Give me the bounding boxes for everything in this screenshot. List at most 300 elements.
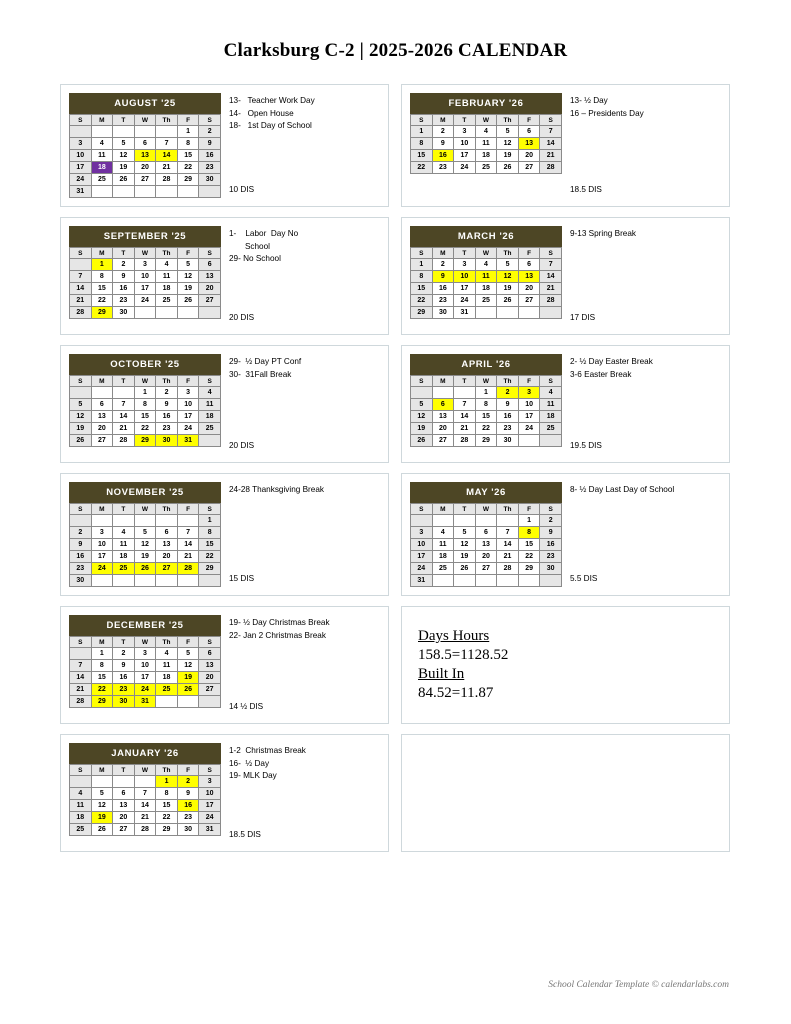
day-cell: 26	[70, 435, 92, 447]
day-cell: 20	[518, 283, 540, 295]
weekday-header: W	[134, 376, 156, 387]
note-line: 29- No School	[229, 254, 281, 263]
weekday-header: M	[91, 504, 113, 515]
day-cell: 19	[454, 551, 476, 563]
day-cell: 24	[518, 423, 540, 435]
day-cell: 14	[156, 150, 178, 162]
day-cell: 14	[113, 411, 135, 423]
day-cell: 19	[177, 283, 199, 295]
footer-credit: School Calendar Template © calendarlabs.com	[548, 980, 729, 990]
day-cell: 14	[497, 539, 519, 551]
day-cell: 15	[199, 539, 221, 551]
month-title: MAY '26	[410, 482, 562, 503]
summary-days-hours-label: Days Hours	[418, 628, 490, 644]
day-cell: 26	[113, 174, 135, 186]
day-cell-empty	[177, 515, 199, 527]
week-row	[411, 126, 562, 138]
day-cell: 18	[432, 551, 454, 563]
weekday-header: Th	[497, 115, 519, 126]
weekday-header: W	[134, 637, 156, 648]
day-cell: 16	[199, 150, 221, 162]
day-cell-empty	[91, 186, 113, 198]
day-cell: 25	[432, 563, 454, 575]
day-cell-empty	[113, 776, 135, 788]
hours-summary-cell	[401, 606, 730, 724]
day-cell: 3	[454, 126, 476, 138]
week-row	[411, 283, 562, 295]
day-cell: 6	[199, 648, 221, 660]
day-cell: 9	[156, 399, 178, 411]
day-cell: 26	[497, 162, 519, 174]
day-cell: 13	[91, 411, 113, 423]
weekday-header: T	[113, 248, 135, 259]
day-cell: 15	[475, 411, 497, 423]
day-cell: 17	[91, 551, 113, 563]
day-cell: 19	[177, 672, 199, 684]
weekday-header: W	[475, 504, 497, 515]
week-row	[411, 435, 562, 447]
weekday-header: F	[177, 637, 199, 648]
day-cell: 31	[199, 824, 221, 836]
day-cell: 20	[134, 162, 156, 174]
month-title: DECEMBER '25	[69, 615, 221, 636]
day-cell: 4	[70, 788, 92, 800]
day-cell-empty	[156, 575, 178, 587]
day-cell-empty	[454, 515, 476, 527]
month-title: NOVEMBER '25	[69, 482, 221, 503]
day-cell-empty	[497, 515, 519, 527]
note-line: School	[229, 241, 270, 251]
day-cell: 22	[475, 423, 497, 435]
day-cell: 30	[113, 307, 135, 319]
day-cell: 9	[432, 138, 454, 150]
month-day-grid	[410, 375, 562, 447]
day-cell: 15	[411, 150, 433, 162]
day-cell: 27	[432, 435, 454, 447]
day-cell: 27	[199, 684, 221, 696]
day-cell-empty	[454, 575, 476, 587]
month-calendar	[410, 226, 562, 326]
day-cell: 2	[432, 126, 454, 138]
week-row	[70, 575, 221, 587]
summary-built-in-label: Built In	[418, 666, 465, 682]
day-cell: 25	[156, 295, 178, 307]
day-cell: 18	[540, 411, 562, 423]
day-cell: 9	[113, 271, 135, 283]
day-cell: 11	[156, 271, 178, 283]
month-day-grid	[69, 247, 221, 319]
day-cell: 14	[540, 138, 562, 150]
day-cell: 28	[497, 563, 519, 575]
week-row	[70, 788, 221, 800]
week-row	[70, 259, 221, 271]
day-cell: 13	[134, 150, 156, 162]
month-cell	[60, 606, 389, 724]
day-cell-empty	[70, 126, 92, 138]
weekday-header: Th	[497, 248, 519, 259]
day-cell: 1	[177, 126, 199, 138]
day-cell: 30	[156, 435, 178, 447]
note-line: 30- 31Fall Break	[229, 369, 292, 379]
week-row	[70, 271, 221, 283]
weekday-header: S	[70, 248, 92, 259]
month-day-grid	[69, 764, 221, 836]
weekday-header: M	[91, 765, 113, 776]
month-notes	[229, 743, 380, 843]
weekday-header: Th	[156, 248, 178, 259]
day-cell: 28	[177, 563, 199, 575]
day-cell-empty	[475, 307, 497, 319]
day-cell: 28	[540, 295, 562, 307]
day-cell: 18	[156, 283, 178, 295]
week-row	[70, 824, 221, 836]
day-cell: 3	[70, 138, 92, 150]
day-cell: 12	[411, 411, 433, 423]
day-cell: 15	[134, 411, 156, 423]
day-cell-empty	[540, 575, 562, 587]
day-cell-empty	[113, 575, 135, 587]
day-cell: 1	[475, 387, 497, 399]
day-cell: 1	[156, 776, 178, 788]
day-cell-empty	[113, 186, 135, 198]
day-cell: 17	[134, 672, 156, 684]
day-cell: 6	[134, 138, 156, 150]
day-cell-empty	[454, 387, 476, 399]
day-cell: 29	[91, 696, 113, 708]
day-cell: 23	[156, 423, 178, 435]
day-cell: 12	[497, 138, 519, 150]
note-line: 19- MLK Day	[229, 771, 277, 780]
day-cell: 22	[134, 423, 156, 435]
day-cell: 12	[497, 271, 519, 283]
weekday-header: T	[454, 248, 476, 259]
weekday-header: F	[518, 115, 540, 126]
week-row	[70, 435, 221, 447]
day-cell: 12	[91, 800, 113, 812]
note-line: 13- Teacher Work Day	[229, 96, 315, 105]
weekday-header: Th	[497, 376, 519, 387]
day-cell: 23	[199, 162, 221, 174]
day-cell: 16	[540, 539, 562, 551]
week-row	[70, 411, 221, 423]
day-cell-empty	[70, 387, 92, 399]
day-cell: 22	[411, 295, 433, 307]
note-line: 29- ½ Day PT Conf	[229, 357, 302, 366]
day-cell: 5	[411, 399, 433, 411]
day-cell: 8	[199, 527, 221, 539]
day-cell: 8	[411, 138, 433, 150]
day-cell: 20	[199, 672, 221, 684]
week-row	[411, 138, 562, 150]
day-cell: 19	[134, 551, 156, 563]
day-cell-empty	[113, 387, 135, 399]
weekday-header: F	[177, 115, 199, 126]
day-cell: 23	[177, 812, 199, 824]
day-cell: 24	[134, 684, 156, 696]
note-line: 3-6 Easter Break	[570, 369, 632, 379]
day-cell: 30	[540, 563, 562, 575]
note-line: 1-2 Christmas Break	[229, 746, 306, 755]
day-cell: 24	[454, 162, 476, 174]
month-day-grid	[69, 114, 221, 198]
week-row	[70, 423, 221, 435]
day-cell: 16	[432, 283, 454, 295]
day-cell: 1	[199, 515, 221, 527]
month-cell	[401, 345, 730, 463]
summary-built-in-value: 84.52=11.87	[418, 685, 494, 701]
day-cell: 17	[134, 283, 156, 295]
day-cell: 3	[134, 648, 156, 660]
month-calendar	[69, 93, 221, 198]
day-cell: 13	[475, 539, 497, 551]
weekday-header: S	[199, 637, 221, 648]
day-cell: 17	[177, 411, 199, 423]
month-title: MARCH '26	[410, 226, 562, 247]
day-cell: 19	[113, 162, 135, 174]
weekday-header: S	[411, 115, 433, 126]
day-cell: 25	[70, 824, 92, 836]
day-cell: 19	[497, 150, 519, 162]
day-cell: 23	[432, 162, 454, 174]
day-cell: 19	[411, 423, 433, 435]
day-cell: 2	[199, 126, 221, 138]
day-cell: 24	[70, 174, 92, 186]
day-cell: 4	[156, 259, 178, 271]
weekday-header: S	[199, 376, 221, 387]
days-in-session: 17 DIS	[570, 312, 596, 322]
month-cell	[60, 345, 389, 463]
note-line: 14- Open House	[229, 108, 294, 118]
day-cell: 2	[113, 259, 135, 271]
day-cell: 16	[177, 800, 199, 812]
day-cell-empty	[70, 776, 92, 788]
day-cell: 10	[454, 271, 476, 283]
day-cell: 13	[199, 660, 221, 672]
day-cell: 7	[540, 259, 562, 271]
week-row	[411, 575, 562, 587]
month-cell	[60, 473, 389, 596]
day-cell: 29	[475, 435, 497, 447]
day-cell-empty	[475, 515, 497, 527]
day-cell: 20	[91, 423, 113, 435]
day-cell: 3	[518, 387, 540, 399]
day-cell: 6	[475, 527, 497, 539]
week-row	[70, 660, 221, 672]
day-cell: 16	[432, 150, 454, 162]
week-row	[70, 186, 221, 198]
day-cell: 27	[156, 563, 178, 575]
day-cell: 3	[199, 776, 221, 788]
week-row	[70, 800, 221, 812]
day-cell-empty	[497, 307, 519, 319]
day-cell: 8	[411, 271, 433, 283]
day-cell-empty	[540, 307, 562, 319]
day-cell: 24	[411, 563, 433, 575]
day-cell: 7	[134, 788, 156, 800]
weekday-header: M	[91, 376, 113, 387]
weekday-header: M	[432, 376, 454, 387]
day-cell: 2	[113, 648, 135, 660]
page-title: Clarksburg C-2 | 2025-2026 CALENDAR	[223, 40, 568, 61]
weekday-header: M	[432, 248, 454, 259]
day-cell: 9	[432, 271, 454, 283]
weekday-header: W	[475, 376, 497, 387]
day-cell: 15	[91, 672, 113, 684]
weekday-header: S	[70, 637, 92, 648]
month-day-grid	[69, 503, 221, 587]
weekday-header: S	[411, 248, 433, 259]
month-calendar	[410, 354, 562, 454]
day-cell-empty	[199, 575, 221, 587]
day-cell: 28	[70, 307, 92, 319]
weekday-header: M	[91, 637, 113, 648]
day-cell-empty	[432, 387, 454, 399]
day-cell: 2	[156, 387, 178, 399]
weekday-header: T	[113, 376, 135, 387]
day-cell: 5	[497, 259, 519, 271]
weekday-header: F	[177, 765, 199, 776]
day-cell: 1	[411, 126, 433, 138]
day-cell: 1	[134, 387, 156, 399]
weekday-header: F	[518, 504, 540, 515]
week-row	[411, 527, 562, 539]
day-cell: 17	[70, 162, 92, 174]
weekday-header: W	[134, 504, 156, 515]
day-cell: 21	[70, 295, 92, 307]
day-cell: 5	[91, 788, 113, 800]
day-cell: 27	[518, 162, 540, 174]
week-row	[70, 551, 221, 563]
day-cell-empty	[432, 575, 454, 587]
day-cell: 31	[177, 435, 199, 447]
weekday-header: W	[475, 115, 497, 126]
day-cell-empty	[156, 515, 178, 527]
week-row	[411, 307, 562, 319]
day-cell: 9	[177, 788, 199, 800]
day-cell: 16	[70, 551, 92, 563]
day-cell: 11	[70, 800, 92, 812]
day-cell: 13	[518, 271, 540, 283]
day-cell: 19	[91, 812, 113, 824]
day-cell: 7	[454, 399, 476, 411]
day-cell-empty	[70, 515, 92, 527]
day-cell: 30	[199, 174, 221, 186]
note-line: 16 – Presidents Day	[570, 108, 644, 118]
week-row	[411, 150, 562, 162]
day-cell: 21	[113, 423, 135, 435]
day-cell-empty	[91, 776, 113, 788]
day-cell: 8	[518, 527, 540, 539]
weekday-header: S	[411, 376, 433, 387]
day-cell: 2	[540, 515, 562, 527]
week-row	[70, 387, 221, 399]
day-cell-empty	[134, 126, 156, 138]
day-cell: 17	[518, 411, 540, 423]
weekday-header: M	[432, 115, 454, 126]
day-cell: 21	[540, 283, 562, 295]
day-cell: 10	[134, 660, 156, 672]
day-cell: 28	[70, 696, 92, 708]
week-row	[411, 387, 562, 399]
weekday-header: W	[134, 765, 156, 776]
day-cell: 26	[411, 435, 433, 447]
day-cell: 8	[91, 271, 113, 283]
day-cell: 6	[432, 399, 454, 411]
day-cell: 18	[199, 411, 221, 423]
days-in-session: 14 ½ DIS	[229, 701, 264, 711]
day-cell: 3	[177, 387, 199, 399]
days-in-session: 15 DIS	[229, 573, 255, 583]
day-cell: 10	[411, 539, 433, 551]
month-title: FEBRUARY '26	[410, 93, 562, 114]
month-day-grid	[410, 114, 562, 174]
day-cell: 15	[177, 150, 199, 162]
day-cell: 21	[156, 162, 178, 174]
week-row	[70, 307, 221, 319]
day-cell: 29	[518, 563, 540, 575]
week-row	[70, 162, 221, 174]
day-cell: 25	[156, 684, 178, 696]
day-cell: 4	[91, 138, 113, 150]
day-cell: 4	[113, 527, 135, 539]
day-cell: 3	[454, 259, 476, 271]
week-row	[70, 295, 221, 307]
week-row	[70, 399, 221, 411]
day-cell-empty	[475, 575, 497, 587]
day-cell: 27	[91, 435, 113, 447]
day-cell: 23	[540, 551, 562, 563]
day-cell: 8	[156, 788, 178, 800]
day-cell: 20	[475, 551, 497, 563]
day-cell-empty	[518, 435, 540, 447]
day-cell: 4	[475, 126, 497, 138]
days-in-session: 5.5 DIS	[570, 573, 598, 583]
day-cell: 9	[497, 399, 519, 411]
day-cell: 11	[91, 150, 113, 162]
weekday-header: S	[540, 504, 562, 515]
month-title: JANUARY '26	[69, 743, 221, 764]
day-cell: 15	[411, 283, 433, 295]
day-cell: 4	[475, 259, 497, 271]
day-cell-empty	[177, 575, 199, 587]
month-cell	[401, 473, 730, 596]
note-line: 2- ½ Day Easter Break	[570, 357, 653, 366]
month-cell	[401, 217, 730, 335]
day-cell: 11	[475, 271, 497, 283]
weekday-header: T	[113, 115, 135, 126]
day-cell: 25	[91, 174, 113, 186]
weekday-header: Th	[156, 115, 178, 126]
day-cell: 21	[454, 423, 476, 435]
weekday-header: T	[113, 504, 135, 515]
weekday-header: S	[411, 504, 433, 515]
day-cell: 10	[518, 399, 540, 411]
week-row	[411, 423, 562, 435]
month-notes	[570, 93, 721, 198]
day-cell-empty	[156, 696, 178, 708]
week-row	[70, 174, 221, 186]
day-cell: 24	[91, 563, 113, 575]
day-cell: 1	[91, 259, 113, 271]
days-in-session: 20 DIS	[229, 440, 255, 450]
weekday-header: S	[199, 765, 221, 776]
day-cell: 21	[177, 551, 199, 563]
note-line: 9-13 Spring Break	[570, 229, 636, 238]
day-cell: 18	[91, 162, 113, 174]
weekday-header: S	[70, 376, 92, 387]
day-cell: 2	[177, 776, 199, 788]
day-cell: 25	[113, 563, 135, 575]
